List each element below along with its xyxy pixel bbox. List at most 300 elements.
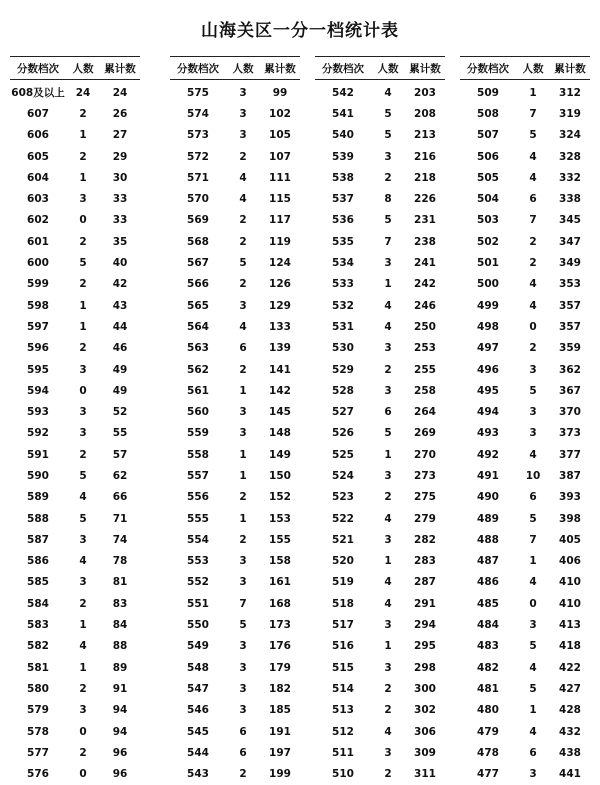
table-row <box>10 295 140 316</box>
count-cell: 5 <box>79 512 87 525</box>
score-level-cell: 531 <box>332 320 354 333</box>
score-level-cell: 504 <box>477 193 499 206</box>
table-row <box>170 125 300 146</box>
table-header-row <box>10 57 140 80</box>
cumulative-cell: 62 <box>112 469 128 482</box>
table-row <box>10 316 140 337</box>
score-level-cell: 561 <box>187 384 209 397</box>
score-level-cell: 585 <box>27 576 49 589</box>
count-cell: 0 <box>79 214 87 227</box>
table-row <box>315 721 445 742</box>
table-row <box>170 295 300 316</box>
cumulative-cell: 279 <box>414 512 436 525</box>
count-cell: 5 <box>384 129 392 142</box>
table-row <box>460 252 590 273</box>
count-cell: 5 <box>529 682 537 695</box>
score-level-cell: 596 <box>27 342 49 355</box>
score-level-cell: 521 <box>332 533 354 546</box>
table-header-row <box>170 57 300 80</box>
count-cell: 5 <box>529 640 537 653</box>
score-level-cell: 532 <box>332 299 354 312</box>
score-level-cell: 601 <box>27 235 49 248</box>
table-row <box>460 210 590 231</box>
score-level-cell: 511 <box>332 746 354 759</box>
score-level-cell: 544 <box>187 746 209 759</box>
cumulative-cell: 96 <box>112 768 128 781</box>
table-row <box>10 487 140 508</box>
table-row <box>315 401 445 422</box>
score-level-cell: 595 <box>27 363 49 376</box>
table-row <box>460 146 590 167</box>
cumulative-cell: 353 <box>559 278 581 291</box>
count-cell: 7 <box>529 533 537 546</box>
cumulative-cell: 410 <box>559 597 581 610</box>
count-cell: 2 <box>79 682 87 695</box>
cumulative-cell: 43 <box>112 299 128 312</box>
score-level-cell: 498 <box>477 320 499 333</box>
cumulative-cell: 149 <box>269 448 291 461</box>
table-row <box>460 316 590 337</box>
score-level-cell: 572 <box>187 150 209 163</box>
cumulative-cell: 83 <box>112 597 128 610</box>
score-level-cell: 527 <box>332 406 354 419</box>
count-cell: 3 <box>529 768 537 781</box>
table-row <box>460 423 590 444</box>
table-row <box>315 380 445 401</box>
cumulative-cell: 124 <box>269 257 291 270</box>
score-table-block-3 <box>315 56 445 785</box>
table-row <box>170 103 300 124</box>
count-cell: 3 <box>79 576 87 589</box>
table-row <box>170 167 300 188</box>
cumulative-cell: 294 <box>414 619 436 632</box>
score-table <box>315 56 445 785</box>
score-level-cell: 559 <box>187 427 209 440</box>
count-cell: 4 <box>79 640 87 653</box>
count-cell: 5 <box>79 257 87 270</box>
cumulative-cell: 155 <box>269 533 291 546</box>
count-cell: 2 <box>384 363 392 376</box>
table-header-row <box>460 57 590 80</box>
count-cell: 3 <box>79 427 87 440</box>
count-cell: 5 <box>529 129 537 142</box>
count-cell: 6 <box>529 746 537 759</box>
cumulative-cell: 393 <box>559 491 581 504</box>
score-level-cell: 567 <box>187 257 209 270</box>
table-row <box>315 274 445 295</box>
cumulative-cell: 197 <box>269 746 291 759</box>
score-level-cell: 550 <box>187 619 209 632</box>
cumulative-cell: 273 <box>414 469 436 482</box>
table-row <box>460 721 590 742</box>
table-row <box>460 167 590 188</box>
table-row <box>460 508 590 529</box>
table-row <box>315 252 445 273</box>
count-cell: 3 <box>239 86 247 99</box>
cumulative-cell: 319 <box>559 107 581 120</box>
score-level-cell: 510 <box>332 768 354 781</box>
table-row <box>460 444 590 465</box>
table-row <box>460 742 590 763</box>
table-row <box>170 146 300 167</box>
cumulative-cell: 208 <box>414 107 436 120</box>
table-row <box>10 252 140 273</box>
score-level-cell: 597 <box>27 320 49 333</box>
score-level-cell: 589 <box>27 491 49 504</box>
count-cell: 5 <box>239 619 247 632</box>
score-level-cell: 535 <box>332 235 354 248</box>
count-cell: 2 <box>529 257 537 270</box>
cumulative-cell: 349 <box>559 257 581 270</box>
score-level-cell: 514 <box>332 682 354 695</box>
header-cumulative: 累计数 <box>405 57 445 80</box>
score-level-cell: 499 <box>477 299 499 312</box>
table-row <box>10 359 140 380</box>
cumulative-cell: 27 <box>112 129 128 142</box>
count-cell: 0 <box>79 725 87 738</box>
table-row <box>170 721 300 742</box>
score-level-cell: 608及以上 <box>11 87 65 100</box>
count-cell: 4 <box>529 171 537 184</box>
cumulative-cell: 332 <box>559 171 581 184</box>
table-row <box>170 444 300 465</box>
score-level-cell: 574 <box>187 107 209 120</box>
cumulative-cell: 102 <box>269 107 291 120</box>
cumulative-cell: 328 <box>559 150 581 163</box>
score-level-cell: 528 <box>332 384 354 397</box>
score-level-cell: 593 <box>27 406 49 419</box>
table-row <box>10 444 140 465</box>
score-level-cell: 584 <box>27 597 49 610</box>
header-score-level: 分数档次 <box>10 57 66 80</box>
header-count: 人数 <box>516 57 550 80</box>
count-cell: 1 <box>79 661 87 674</box>
score-level-cell: 518 <box>332 597 354 610</box>
count-cell: 3 <box>79 406 87 419</box>
count-cell: 3 <box>79 533 87 546</box>
table-row <box>10 551 140 572</box>
cumulative-cell: 438 <box>559 746 581 759</box>
score-level-cell: 523 <box>332 491 354 504</box>
table-row <box>315 444 445 465</box>
table-row <box>170 529 300 550</box>
count-cell: 3 <box>384 257 392 270</box>
score-level-cell: 480 <box>477 704 499 717</box>
score-level-cell: 563 <box>187 342 209 355</box>
score-level-cell: 507 <box>477 129 499 142</box>
score-table-block-4 <box>460 56 590 785</box>
table-row <box>10 380 140 401</box>
cumulative-cell: 179 <box>269 661 291 674</box>
cumulative-cell: 199 <box>269 768 291 781</box>
score-level-cell: 604 <box>27 171 49 184</box>
cumulative-cell: 57 <box>112 448 128 461</box>
table-row <box>460 636 590 657</box>
score-level-cell: 600 <box>27 257 49 270</box>
count-cell: 6 <box>239 746 247 759</box>
table-row <box>10 593 140 614</box>
score-level-cell: 575 <box>187 86 209 99</box>
cumulative-cell: 46 <box>112 342 128 355</box>
count-cell: 1 <box>384 448 392 461</box>
score-table <box>10 56 140 785</box>
table-row <box>460 338 590 359</box>
table-row <box>315 80 445 104</box>
cumulative-cell: 168 <box>269 597 291 610</box>
count-cell: 0 <box>529 320 537 333</box>
table-row <box>170 742 300 763</box>
score-level-cell: 543 <box>187 768 209 781</box>
cumulative-cell: 241 <box>414 257 436 270</box>
count-cell: 3 <box>239 704 247 717</box>
table-row <box>460 359 590 380</box>
cumulative-cell: 35 <box>112 235 128 248</box>
score-level-cell: 512 <box>332 725 354 738</box>
score-level-cell: 478 <box>477 746 499 759</box>
cumulative-cell: 40 <box>112 257 128 270</box>
count-cell: 1 <box>239 384 247 397</box>
score-level-cell: 526 <box>332 427 354 440</box>
count-cell: 2 <box>384 171 392 184</box>
table-row <box>170 508 300 529</box>
count-cell: 1 <box>384 555 392 568</box>
table-row <box>10 764 140 785</box>
count-cell: 3 <box>384 150 392 163</box>
cumulative-cell: 91 <box>112 682 128 695</box>
count-cell: 4 <box>529 299 537 312</box>
table-row <box>170 678 300 699</box>
cumulative-cell: 117 <box>269 214 291 227</box>
count-cell: 1 <box>239 448 247 461</box>
score-level-cell: 516 <box>332 640 354 653</box>
score-level-cell: 551 <box>187 597 209 610</box>
cumulative-cell: 295 <box>414 640 436 653</box>
cumulative-cell: 398 <box>559 512 581 525</box>
cumulative-cell: 300 <box>414 682 436 695</box>
score-level-cell: 497 <box>477 342 499 355</box>
table-row <box>10 231 140 252</box>
cumulative-cell: 173 <box>269 619 291 632</box>
header-count: 人数 <box>226 57 260 80</box>
table-row <box>10 188 140 209</box>
table-row <box>460 401 590 422</box>
count-cell: 3 <box>384 469 392 482</box>
table-row <box>460 657 590 678</box>
count-cell: 6 <box>384 406 392 419</box>
header-score-level: 分数档次 <box>460 57 516 80</box>
cumulative-cell: 405 <box>559 533 581 546</box>
table-row <box>315 487 445 508</box>
count-cell: 3 <box>529 427 537 440</box>
cumulative-cell: 52 <box>112 406 128 419</box>
cumulative-cell: 176 <box>269 640 291 653</box>
count-cell: 4 <box>529 150 537 163</box>
cumulative-cell: 283 <box>414 555 436 568</box>
table-row <box>460 551 590 572</box>
count-cell: 5 <box>239 257 247 270</box>
score-level-cell: 503 <box>477 214 499 227</box>
count-cell: 6 <box>529 193 537 206</box>
cumulative-cell: 287 <box>414 576 436 589</box>
score-level-cell: 536 <box>332 214 354 227</box>
cumulative-cell: 115 <box>269 193 291 206</box>
table-row <box>10 572 140 593</box>
table-row <box>460 103 590 124</box>
count-cell: 5 <box>384 427 392 440</box>
cumulative-cell: 66 <box>112 491 128 504</box>
score-table <box>460 56 590 785</box>
count-cell: 2 <box>79 150 87 163</box>
count-cell: 2 <box>384 491 392 504</box>
score-level-cell: 494 <box>477 406 499 419</box>
table-row <box>315 657 445 678</box>
table-row <box>10 103 140 124</box>
cumulative-cell: 213 <box>414 129 436 142</box>
cumulative-cell: 253 <box>414 342 436 355</box>
score-level-cell: 577 <box>27 746 49 759</box>
cumulative-cell: 269 <box>414 427 436 440</box>
count-cell: 2 <box>79 448 87 461</box>
cumulative-cell: 129 <box>269 299 291 312</box>
cumulative-cell: 107 <box>269 150 291 163</box>
table-row <box>315 167 445 188</box>
score-level-cell: 479 <box>477 725 499 738</box>
table-row <box>315 678 445 699</box>
table-row <box>10 721 140 742</box>
count-cell: 8 <box>384 193 392 206</box>
cumulative-cell: 357 <box>559 320 581 333</box>
cumulative-cell: 94 <box>112 704 128 717</box>
score-level-cell: 590 <box>27 469 49 482</box>
count-cell: 0 <box>79 768 87 781</box>
count-cell: 7 <box>239 597 247 610</box>
count-cell: 4 <box>384 725 392 738</box>
cumulative-cell: 24 <box>112 86 128 99</box>
cumulative-cell: 302 <box>414 704 436 717</box>
table-row <box>10 146 140 167</box>
count-cell: 2 <box>529 342 537 355</box>
count-cell: 3 <box>239 661 247 674</box>
count-cell: 3 <box>239 299 247 312</box>
score-level-cell: 500 <box>477 278 499 291</box>
cumulative-cell: 413 <box>559 619 581 632</box>
table-row <box>460 188 590 209</box>
score-level-cell: 495 <box>477 384 499 397</box>
count-cell: 2 <box>79 746 87 759</box>
count-cell: 4 <box>79 555 87 568</box>
score-level-cell: 541 <box>332 107 354 120</box>
count-cell: 3 <box>239 640 247 653</box>
count-cell: 3 <box>239 576 247 589</box>
count-cell: 4 <box>239 171 247 184</box>
cumulative-cell: 94 <box>112 725 128 738</box>
cumulative-cell: 44 <box>112 320 128 333</box>
score-level-cell: 515 <box>332 661 354 674</box>
cumulative-cell: 246 <box>414 299 436 312</box>
cumulative-cell: 99 <box>272 86 288 99</box>
score-level-cell: 583 <box>27 619 49 632</box>
cumulative-cell: 441 <box>559 768 581 781</box>
count-cell: 1 <box>79 129 87 142</box>
score-level-cell: 492 <box>477 448 499 461</box>
cumulative-cell: 258 <box>414 384 436 397</box>
score-level-cell: 553 <box>187 555 209 568</box>
cumulative-cell: 148 <box>269 427 291 440</box>
score-level-cell: 549 <box>187 640 209 653</box>
table-row <box>315 593 445 614</box>
score-level-cell: 578 <box>27 725 49 738</box>
score-level-cell: 562 <box>187 363 209 376</box>
score-level-cell: 566 <box>187 278 209 291</box>
count-cell: 2 <box>79 278 87 291</box>
table-row <box>315 529 445 550</box>
score-level-cell: 533 <box>332 278 354 291</box>
count-cell: 4 <box>384 597 392 610</box>
score-level-cell: 548 <box>187 661 209 674</box>
table-row <box>315 338 445 359</box>
cumulative-cell: 105 <box>269 129 291 142</box>
score-table-block-2 <box>170 56 300 785</box>
table-row <box>170 614 300 635</box>
cumulative-cell: 126 <box>269 278 291 291</box>
cumulative-cell: 49 <box>112 363 128 376</box>
count-cell: 3 <box>239 427 247 440</box>
score-level-cell: 509 <box>477 86 499 99</box>
score-level-cell: 565 <box>187 299 209 312</box>
cumulative-cell: 96 <box>112 746 128 759</box>
cumulative-cell: 161 <box>269 576 291 589</box>
cumulative-cell: 324 <box>559 129 581 142</box>
cumulative-cell: 30 <box>112 171 128 184</box>
count-cell: 2 <box>239 533 247 546</box>
table-row <box>170 551 300 572</box>
table-row <box>10 636 140 657</box>
count-cell: 2 <box>239 214 247 227</box>
score-level-cell: 546 <box>187 704 209 717</box>
cumulative-cell: 270 <box>414 448 436 461</box>
score-level-cell: 485 <box>477 597 499 610</box>
page-title: 山海关区一分一档统计表 <box>201 21 399 41</box>
table-row <box>460 764 590 785</box>
header-count: 人数 <box>66 57 100 80</box>
cumulative-cell: 33 <box>112 193 128 206</box>
count-cell: 1 <box>384 278 392 291</box>
score-level-cell: 570 <box>187 193 209 206</box>
table-row <box>460 125 590 146</box>
table-row <box>10 167 140 188</box>
count-cell: 5 <box>384 214 392 227</box>
cumulative-cell: 291 <box>414 597 436 610</box>
score-level-cell: 592 <box>27 427 49 440</box>
table-row <box>460 231 590 252</box>
cumulative-cell: 142 <box>269 384 291 397</box>
table-header-row <box>315 57 445 80</box>
score-level-cell: 539 <box>332 150 354 163</box>
score-level-cell: 529 <box>332 363 354 376</box>
table-row <box>460 529 590 550</box>
count-cell: 5 <box>529 384 537 397</box>
cumulative-cell: 141 <box>269 363 291 376</box>
count-cell: 5 <box>529 512 537 525</box>
score-level-cell: 581 <box>27 661 49 674</box>
cumulative-cell: 139 <box>269 342 291 355</box>
cumulative-cell: 250 <box>414 320 436 333</box>
count-cell: 5 <box>384 107 392 120</box>
table-row <box>315 508 445 529</box>
cumulative-cell: 362 <box>559 363 581 376</box>
count-cell: 3 <box>384 384 392 397</box>
table-row <box>315 423 445 444</box>
